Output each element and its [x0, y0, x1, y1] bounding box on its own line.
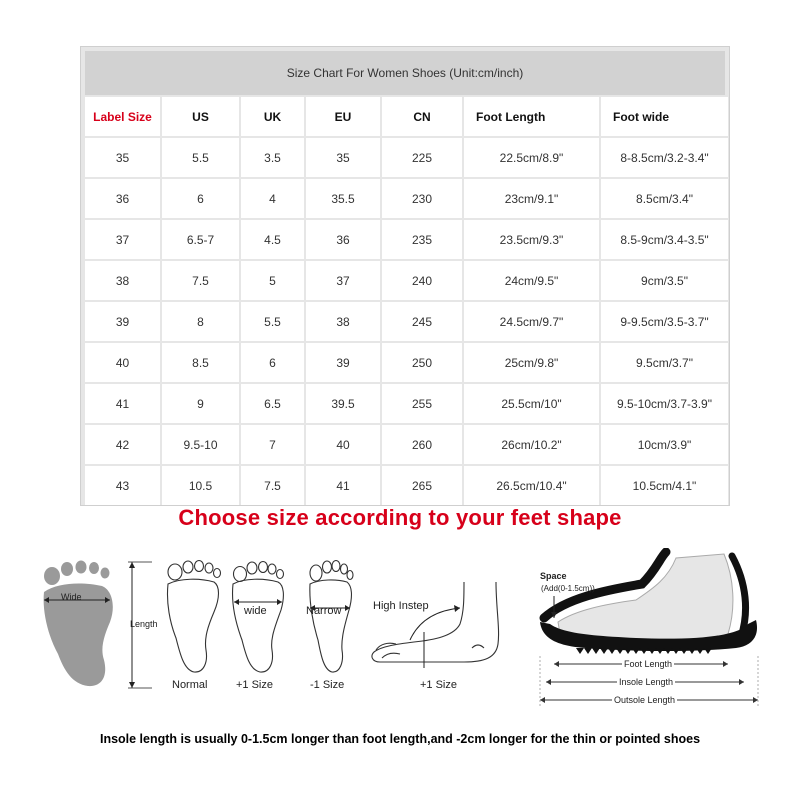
- insole-note: Insole length is usually 0-1.5cm longer than foot length,and -2cm longer for the thin or pointed shoes: [99, 732, 701, 746]
- table-cell-foot-wide: 9cm/3.5": [601, 261, 728, 300]
- table-cell-uk: 6: [241, 343, 304, 382]
- insole-length-label: Insole Length: [619, 677, 674, 687]
- table-cell-foot-wide: 10cm/3.9": [601, 425, 728, 464]
- table-cell-eu: 37: [306, 261, 380, 300]
- table-cell-cn: 260: [382, 425, 462, 464]
- table-cell-eu: 38: [306, 302, 380, 341]
- table-cell-uk: 7.5: [241, 466, 304, 505]
- narrow-size-label: -1 Size: [310, 679, 345, 691]
- wide-size-label: +1 Size: [236, 679, 273, 691]
- table-cell-foot-wide: 9-9.5cm/3.5-3.7": [601, 302, 728, 341]
- normal-foot-icon: [162, 558, 224, 676]
- header-us: US: [162, 97, 239, 136]
- table-cell-eu: 41: [306, 466, 380, 505]
- table-cell-us: 8.5: [162, 343, 239, 382]
- space-label: Space: [540, 571, 567, 581]
- table-cell-label-size: 36: [85, 179, 160, 218]
- table-cell-cn: 225: [382, 138, 462, 177]
- header-cn: CN: [382, 97, 462, 136]
- length-label: Length: [130, 619, 158, 629]
- table-cell-eu: 40: [306, 425, 380, 464]
- table-cell-foot-wide: 8.5-9cm/3.4-3.5": [601, 220, 728, 259]
- header-label-size: Label Size: [85, 97, 160, 136]
- table-cell-cn: 265: [382, 466, 462, 505]
- table-cell-label-size: 39: [85, 302, 160, 341]
- table-cell-cn: 245: [382, 302, 462, 341]
- table-cell-label-size: 42: [85, 425, 160, 464]
- table-cell-foot-length: 26.5cm/10.4": [464, 466, 599, 505]
- table-cell-foot-length: 25.5cm/10": [464, 384, 599, 423]
- table-cell-us: 8: [162, 302, 239, 341]
- size-table: [85, 97, 725, 505]
- table-cell-uk: 6.5: [241, 384, 304, 423]
- table-cell-us: 10.5: [162, 466, 239, 505]
- header-uk: UK: [241, 97, 304, 136]
- size-chart: [80, 46, 730, 506]
- table-cell-us: 9: [162, 384, 239, 423]
- table-cell-foot-length: 22.5cm/8.9": [464, 138, 599, 177]
- space-note: (Add(0-1.5cm)): [541, 584, 595, 593]
- table-cell-label-size: 43: [85, 466, 160, 505]
- header-foot-length: Foot Length: [464, 97, 599, 136]
- table-cell-eu: 35: [306, 138, 380, 177]
- outsole-length-label: Outsole Length: [614, 695, 676, 705]
- table-cell-cn: 255: [382, 384, 462, 423]
- wide-label: Wide: [61, 592, 82, 602]
- table-cell-label-size: 37: [85, 220, 160, 259]
- table-cell-foot-length: 25cm/9.8": [464, 343, 599, 382]
- narrow-shape-label: Narrow: [306, 605, 342, 617]
- table-cell-foot-wide: 8.5cm/3.4": [601, 179, 728, 218]
- table-cell-eu: 35.5: [306, 179, 380, 218]
- table-cell-us: 6: [162, 179, 239, 218]
- wide-shape-label: wide: [244, 605, 267, 617]
- table-cell-label-size: 38: [85, 261, 160, 300]
- table-cell-us: 5.5: [162, 138, 239, 177]
- table-cell-eu: 36: [306, 220, 380, 259]
- normal-label: Normal: [172, 679, 208, 691]
- table-cell-cn: 240: [382, 261, 462, 300]
- table-cell-uk: 4.5: [241, 220, 304, 259]
- table-cell-uk: 5: [241, 261, 304, 300]
- table-cell-cn: 230: [382, 179, 462, 218]
- header-foot-wide: Foot wide: [601, 97, 728, 136]
- wide-foot-icon: [230, 558, 286, 676]
- table-cell-label-size: 40: [85, 343, 160, 382]
- table-cell-foot-length: 24.5cm/9.7": [464, 302, 599, 341]
- table-cell-label-size: 35: [85, 138, 160, 177]
- high-instep-label: High Instep: [373, 600, 429, 612]
- table-cell-us: 7.5: [162, 261, 239, 300]
- table-cell-foot-wide: 9.5-10cm/3.7-3.9": [601, 384, 728, 423]
- header-eu: EU: [306, 97, 380, 136]
- table-cell-foot-wide: 8-8.5cm/3.2-3.4": [601, 138, 728, 177]
- table-cell-cn: 235: [382, 220, 462, 259]
- high-instep-foot-icon: [368, 578, 508, 678]
- table-cell-us: 6.5-7: [162, 220, 239, 259]
- table-cell-uk: 7: [241, 425, 304, 464]
- table-cell-foot-length: 23.5cm/9.3": [464, 220, 599, 259]
- table-cell-uk: 3.5: [241, 138, 304, 177]
- table-cell-us: 9.5-10: [162, 425, 239, 464]
- table-cell-label-size: 41: [85, 384, 160, 423]
- table-cell-foot-wide: 10.5cm/4.1": [601, 466, 728, 505]
- table-cell-foot-length: 23cm/9.1": [464, 179, 599, 218]
- chart-title: Size Chart For Women Shoes (Unit:cm/inch): [85, 51, 725, 95]
- table-cell-cn: 250: [382, 343, 462, 382]
- table-cell-uk: 5.5: [241, 302, 304, 341]
- table-cell-eu: 39.5: [306, 384, 380, 423]
- table-cell-foot-wide: 9.5cm/3.7": [601, 343, 728, 382]
- choose-size-heading: Choose size according to your feet shape: [178, 505, 622, 530]
- table-cell-foot-length: 24cm/9.5": [464, 261, 599, 300]
- table-cell-uk: 4: [241, 179, 304, 218]
- narrow-foot-icon: [304, 558, 356, 676]
- table-cell-eu: 39: [306, 343, 380, 382]
- high-instep-size-label: +1 Size: [420, 679, 457, 691]
- table-cell-foot-length: 26cm/10.2": [464, 425, 599, 464]
- foot-length-label: Foot Length: [624, 659, 673, 669]
